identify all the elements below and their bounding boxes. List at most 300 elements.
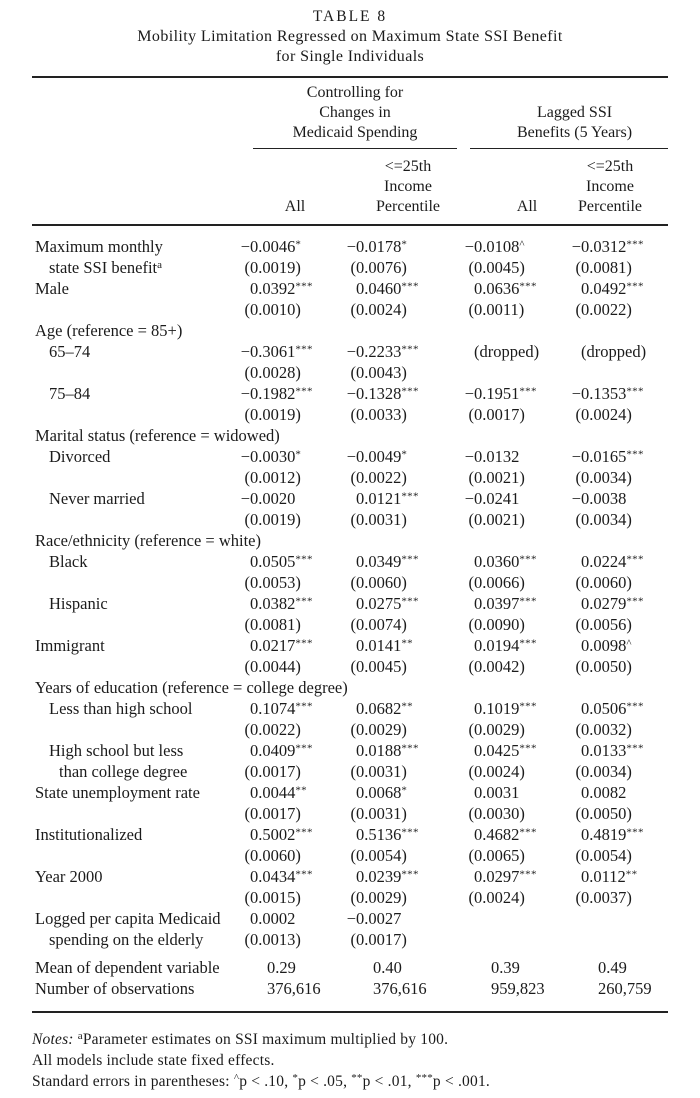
number: 0.0019) (250, 510, 301, 529)
number: 0.0002 (250, 909, 296, 928)
number: 0.0017) (250, 804, 301, 823)
notes-text: Parameter estimates on SSI maximum multiplied by 100. (82, 1031, 449, 1048)
value-cell (343, 978, 461, 999)
value-cell (461, 383, 568, 404)
group-header-line: Changes in (319, 104, 391, 121)
number: 0.0013) (250, 930, 301, 949)
significance-marker: *** (519, 595, 537, 608)
table-row (32, 425, 668, 446)
number: 0.1982 (250, 384, 296, 403)
table-notes (32, 1029, 668, 1092)
table-row (32, 362, 668, 383)
row-label (32, 299, 237, 320)
sign: ( (468, 804, 474, 823)
sign: ( (468, 762, 474, 781)
value-cell (568, 425, 668, 446)
number: 0.5136 (356, 825, 402, 844)
value-cell (568, 299, 668, 320)
row-label: Number of observations (35, 979, 195, 998)
sign: ( (244, 888, 250, 907)
value-cell (461, 677, 568, 698)
value-cell (461, 635, 568, 656)
sign: − (464, 489, 474, 508)
sign: ( (468, 300, 474, 319)
row-label: than college degree (59, 762, 188, 781)
value-cell (461, 887, 568, 908)
number: 0.0027 (356, 909, 402, 928)
number: 0.39 (491, 958, 520, 977)
column-header-line: <=25th (384, 158, 432, 175)
significance-marker: *** (295, 868, 313, 881)
value-cell (461, 404, 568, 425)
number: 0.0141 (356, 636, 402, 655)
sign: ( (468, 615, 474, 634)
significance-marker: *** (519, 742, 537, 755)
significance-marker: *** (295, 700, 313, 713)
number: 0.0132 (474, 447, 520, 466)
table-row (32, 467, 668, 488)
value-cell (237, 978, 343, 999)
table-row (32, 635, 668, 656)
table-row (32, 404, 668, 425)
number: 0.0066) (474, 573, 525, 592)
table-row (32, 929, 668, 950)
empty-stub-cell (32, 157, 237, 217)
number: 0.0165 (581, 447, 627, 466)
sign: ( (575, 888, 581, 907)
number: 0.0044 (250, 783, 296, 802)
value-cell (568, 719, 668, 740)
sign: − (346, 384, 356, 403)
value-cell (461, 425, 568, 446)
value-cell (568, 509, 668, 530)
table-row (32, 257, 668, 278)
sign: ( (350, 300, 356, 319)
value-cell (568, 341, 668, 362)
number: 0.0054) (356, 846, 407, 865)
significance-marker: *** (415, 1072, 433, 1084)
value-cell (461, 782, 568, 803)
value-cell (237, 467, 343, 488)
significance-marker: *** (519, 553, 537, 566)
sign: ( (350, 573, 356, 592)
table-number: TABLE 8 (312, 8, 388, 25)
value-cell (461, 761, 568, 782)
number: 0.0492 (581, 279, 627, 298)
sign: ( (244, 804, 250, 823)
number: 0.0392 (250, 279, 296, 298)
value-cell (237, 698, 343, 719)
spanner-rule-row (32, 145, 668, 154)
row-label (32, 572, 237, 593)
number: 0.0030) (474, 804, 525, 823)
table-row (32, 509, 668, 530)
row-label: Institutionalized (35, 825, 143, 844)
significance-marker: *** (519, 826, 537, 839)
value-cell (461, 446, 568, 467)
number: 0.0382 (250, 594, 296, 613)
value-cell (343, 488, 461, 509)
value-cell (237, 656, 343, 677)
value-cell (237, 957, 343, 978)
table-row (32, 656, 668, 677)
value-cell (568, 845, 668, 866)
significance-marker: *** (401, 595, 419, 608)
number: 0.0224 (581, 552, 627, 571)
sign: − (240, 237, 250, 256)
number: 0.0011) (474, 300, 525, 319)
value-cell (237, 929, 343, 950)
sign: ( (575, 846, 581, 865)
sign: − (571, 237, 581, 256)
value-cell (343, 677, 461, 698)
table-row (32, 446, 668, 467)
number: 0.0020 (250, 489, 296, 508)
sign: ( (575, 258, 581, 277)
sign: ( (244, 510, 250, 529)
value-cell (461, 341, 568, 362)
sign: − (464, 447, 474, 466)
sign: − (571, 447, 581, 466)
sign: − (346, 447, 356, 466)
value-cell (237, 425, 343, 446)
value-cell (568, 740, 668, 761)
value-cell (568, 446, 668, 467)
value-cell (568, 929, 668, 950)
value-cell (237, 614, 343, 635)
number: 0.0060) (250, 846, 301, 865)
value-cell (461, 488, 568, 509)
row-label: Black (49, 552, 88, 571)
value-cell (343, 740, 461, 761)
table-row (32, 341, 668, 362)
significance-marker: *** (519, 280, 537, 293)
value-cell (237, 782, 343, 803)
significance-marker: *** (626, 742, 644, 755)
table-subtitle: for Single Individuals (275, 48, 425, 65)
value-cell (237, 488, 343, 509)
table-row (32, 957, 668, 978)
significance-marker: ** (351, 1072, 363, 1084)
value-cell (237, 635, 343, 656)
sign: ( (244, 762, 250, 781)
sign: ( (244, 615, 250, 634)
sign: ( (244, 363, 250, 382)
row-label: Maximum monthly (35, 237, 163, 256)
significance-marker: * (401, 784, 408, 797)
number: 0.1951 (474, 384, 520, 403)
sign: ( (468, 405, 474, 424)
value-cell (568, 824, 668, 845)
sign: ( (575, 804, 581, 823)
value-cell (237, 551, 343, 572)
number: 0.0060) (581, 573, 632, 592)
value-cell (237, 509, 343, 530)
sign: ( (575, 720, 581, 739)
value-cell (461, 362, 568, 383)
sign: ( (575, 300, 581, 319)
sign: ( (244, 300, 250, 319)
number: 0.0112 (581, 867, 626, 886)
number: 0.0010) (250, 300, 301, 319)
number: 0.0033) (356, 405, 407, 424)
significance-marker: ** (401, 700, 413, 713)
column-header-all-2 (461, 157, 568, 217)
significance-marker: * (295, 448, 302, 461)
number: 0.0034) (581, 468, 632, 487)
number: 0.4682 (474, 825, 520, 844)
column-header-line: All (516, 198, 538, 215)
number: 0.0068 (356, 783, 402, 802)
number: 0.0021) (474, 510, 525, 529)
value-cell (568, 677, 668, 698)
value-cell (461, 299, 568, 320)
table-row (32, 614, 668, 635)
table-row (32, 824, 668, 845)
significance-marker: *** (626, 448, 644, 461)
number: 0.0636 (474, 279, 520, 298)
table-title-block (32, 0, 668, 67)
significance-marker: *** (626, 238, 644, 251)
value-cell (343, 593, 461, 614)
number: 0.0017) (250, 762, 301, 781)
value-cell (343, 782, 461, 803)
table-row (32, 698, 668, 719)
significance-marker: *** (401, 826, 419, 839)
sign: ( (350, 405, 356, 424)
significance-marker: *** (626, 595, 644, 608)
number: 959,823 (491, 979, 545, 998)
significance-marker: ^ (626, 637, 632, 650)
sign: ( (350, 930, 356, 949)
row-label (32, 509, 237, 530)
row-label: Hispanic (49, 594, 108, 613)
number: 0.0349 (356, 552, 402, 571)
table-row (32, 887, 668, 908)
row-label: State unemployment rate (35, 783, 200, 802)
value-cell (568, 530, 668, 551)
table-row (32, 236, 668, 257)
table-row (32, 320, 668, 341)
sign: − (240, 489, 250, 508)
group-header-line: Benefits (5 Years) (516, 124, 633, 141)
value-cell (568, 803, 668, 824)
significance-marker: * (295, 238, 302, 251)
value-cell (237, 257, 343, 278)
value-cell (568, 866, 668, 887)
sign: ( (468, 657, 474, 676)
column-group-header-row (32, 83, 668, 143)
value-cell (343, 957, 461, 978)
value-cell (568, 488, 668, 509)
value-cell (343, 803, 461, 824)
sign: − (464, 237, 474, 256)
number: 0.0397 (474, 594, 520, 613)
sign: ( (350, 258, 356, 277)
value-cell (237, 593, 343, 614)
sign: ( (350, 615, 356, 634)
value-cell (568, 257, 668, 278)
significance-marker: *** (295, 595, 313, 608)
value-cell (461, 236, 568, 257)
sign: ( (244, 930, 250, 949)
value-cell (343, 929, 461, 950)
number: 0.0012) (250, 468, 301, 487)
value-cell (343, 278, 461, 299)
value-cell (343, 425, 461, 446)
value-cell (343, 320, 461, 341)
number: 0.0133 (581, 741, 627, 760)
column-header-all-1 (237, 157, 343, 217)
sign: ( (244, 573, 250, 592)
row-label (32, 656, 237, 677)
number: 0.0050) (581, 804, 632, 823)
bottom-rule (32, 1011, 668, 1013)
significance-marker: *** (519, 637, 537, 650)
table-row (32, 572, 668, 593)
sign: ( (575, 510, 581, 529)
significance-marker: ** (401, 637, 413, 650)
column-header-line: Percentile (376, 198, 440, 215)
value-cell (568, 782, 668, 803)
sign: ( (575, 657, 581, 676)
number: 0.0217 (250, 636, 296, 655)
table-row (32, 908, 668, 929)
value-cell (568, 383, 668, 404)
number: 0.0032) (581, 720, 632, 739)
value-cell (343, 446, 461, 467)
number: 0.1328 (356, 384, 402, 403)
number: 0.0046 (250, 237, 296, 256)
value-cell (237, 908, 343, 929)
value-cell (343, 908, 461, 929)
number: 0.0029) (474, 720, 525, 739)
row-label (32, 719, 237, 740)
value-cell (237, 446, 343, 467)
superscript-marker: a (157, 259, 163, 271)
table-row (32, 299, 668, 320)
number: 0.0076) (356, 258, 407, 277)
sign: ( (350, 888, 356, 907)
significance-marker: *** (401, 868, 419, 881)
sign: ( (468, 258, 474, 277)
column-header-line: Income (384, 178, 432, 195)
significance-marker: *** (401, 742, 419, 755)
value-cell (343, 845, 461, 866)
significance-marker: *** (626, 553, 644, 566)
empty-stub-cell (32, 83, 237, 143)
group-header-line: Controlling for (306, 84, 404, 101)
significance-marker: *** (401, 553, 419, 566)
group-header-lagged-ssi (461, 83, 668, 143)
number: 0.0082 (581, 783, 627, 802)
table-row (32, 845, 668, 866)
significance-marker: *** (519, 868, 537, 881)
row-label: Race/ethnicity (reference = white) (35, 531, 261, 550)
significance-marker: *** (401, 490, 419, 503)
number: 0.0024) (356, 300, 407, 319)
number: 0.0028) (250, 363, 301, 382)
row-label (32, 362, 237, 383)
significance-marker: * (292, 1072, 299, 1084)
group-header-line: Medicaid Spending (292, 124, 418, 141)
number: 0.0034) (581, 510, 632, 529)
number: 0.0297 (474, 867, 520, 886)
row-label: spending on the elderly (49, 930, 204, 949)
table-row (32, 740, 668, 761)
number: 0.0029) (356, 720, 407, 739)
table-title: Mobility Limitation Regressed on Maximum State SSI Benefit (137, 28, 563, 45)
sign: ( (350, 804, 356, 823)
significance-marker: ^ (519, 238, 525, 251)
significance-marker: * (401, 238, 408, 251)
number: 0.0038 (581, 489, 627, 508)
value-cell (461, 824, 568, 845)
value-cell (568, 572, 668, 593)
sign: ( (244, 468, 250, 487)
value-cell (237, 299, 343, 320)
value-cell (343, 530, 461, 551)
number: 0.0030 (250, 447, 296, 466)
value-cell (343, 341, 461, 362)
sign: ( (350, 363, 356, 382)
number: 0.0506 (581, 699, 627, 718)
number: 0.0019) (250, 405, 301, 424)
sign: ( (244, 657, 250, 676)
number: 0.0044) (250, 657, 301, 676)
value-cell (461, 320, 568, 341)
number: 0.0060) (356, 573, 407, 592)
table-row (32, 278, 668, 299)
value-cell (461, 530, 568, 551)
column-header-percentile-1 (343, 157, 461, 217)
value-cell (237, 404, 343, 425)
sign: ( (244, 405, 250, 424)
row-label: Mean of dependent variable (35, 958, 220, 977)
number: 0.0188 (356, 741, 402, 760)
value-cell (237, 824, 343, 845)
row-label: Marital status (reference = widowed) (35, 426, 280, 445)
table-row (32, 803, 668, 824)
value-cell (568, 908, 668, 929)
notes-label: Notes: (32, 1031, 74, 1048)
value-cell (343, 866, 461, 887)
table-row (32, 488, 668, 509)
number: 0.5002 (250, 825, 296, 844)
value-cell (343, 614, 461, 635)
table-row (32, 677, 668, 698)
table-body (32, 226, 668, 1011)
sign: ( (468, 468, 474, 487)
value-cell (237, 236, 343, 257)
sign: ( (244, 720, 250, 739)
number: 0.0098 (581, 636, 627, 655)
value-cell (568, 593, 668, 614)
value-cell (237, 362, 343, 383)
row-label: Age (reference = 85+) (35, 321, 183, 340)
sign: ( (575, 405, 581, 424)
value-cell (568, 320, 668, 341)
significance-marker: *** (295, 637, 313, 650)
number: 0.0034) (581, 762, 632, 781)
value-cell (461, 656, 568, 677)
significance-marker: ** (295, 784, 307, 797)
significance-marker: *** (519, 385, 537, 398)
number: 376,616 (267, 979, 321, 998)
sign: ( (350, 510, 356, 529)
column-header-percentile-2 (568, 157, 668, 217)
value-cell (568, 278, 668, 299)
